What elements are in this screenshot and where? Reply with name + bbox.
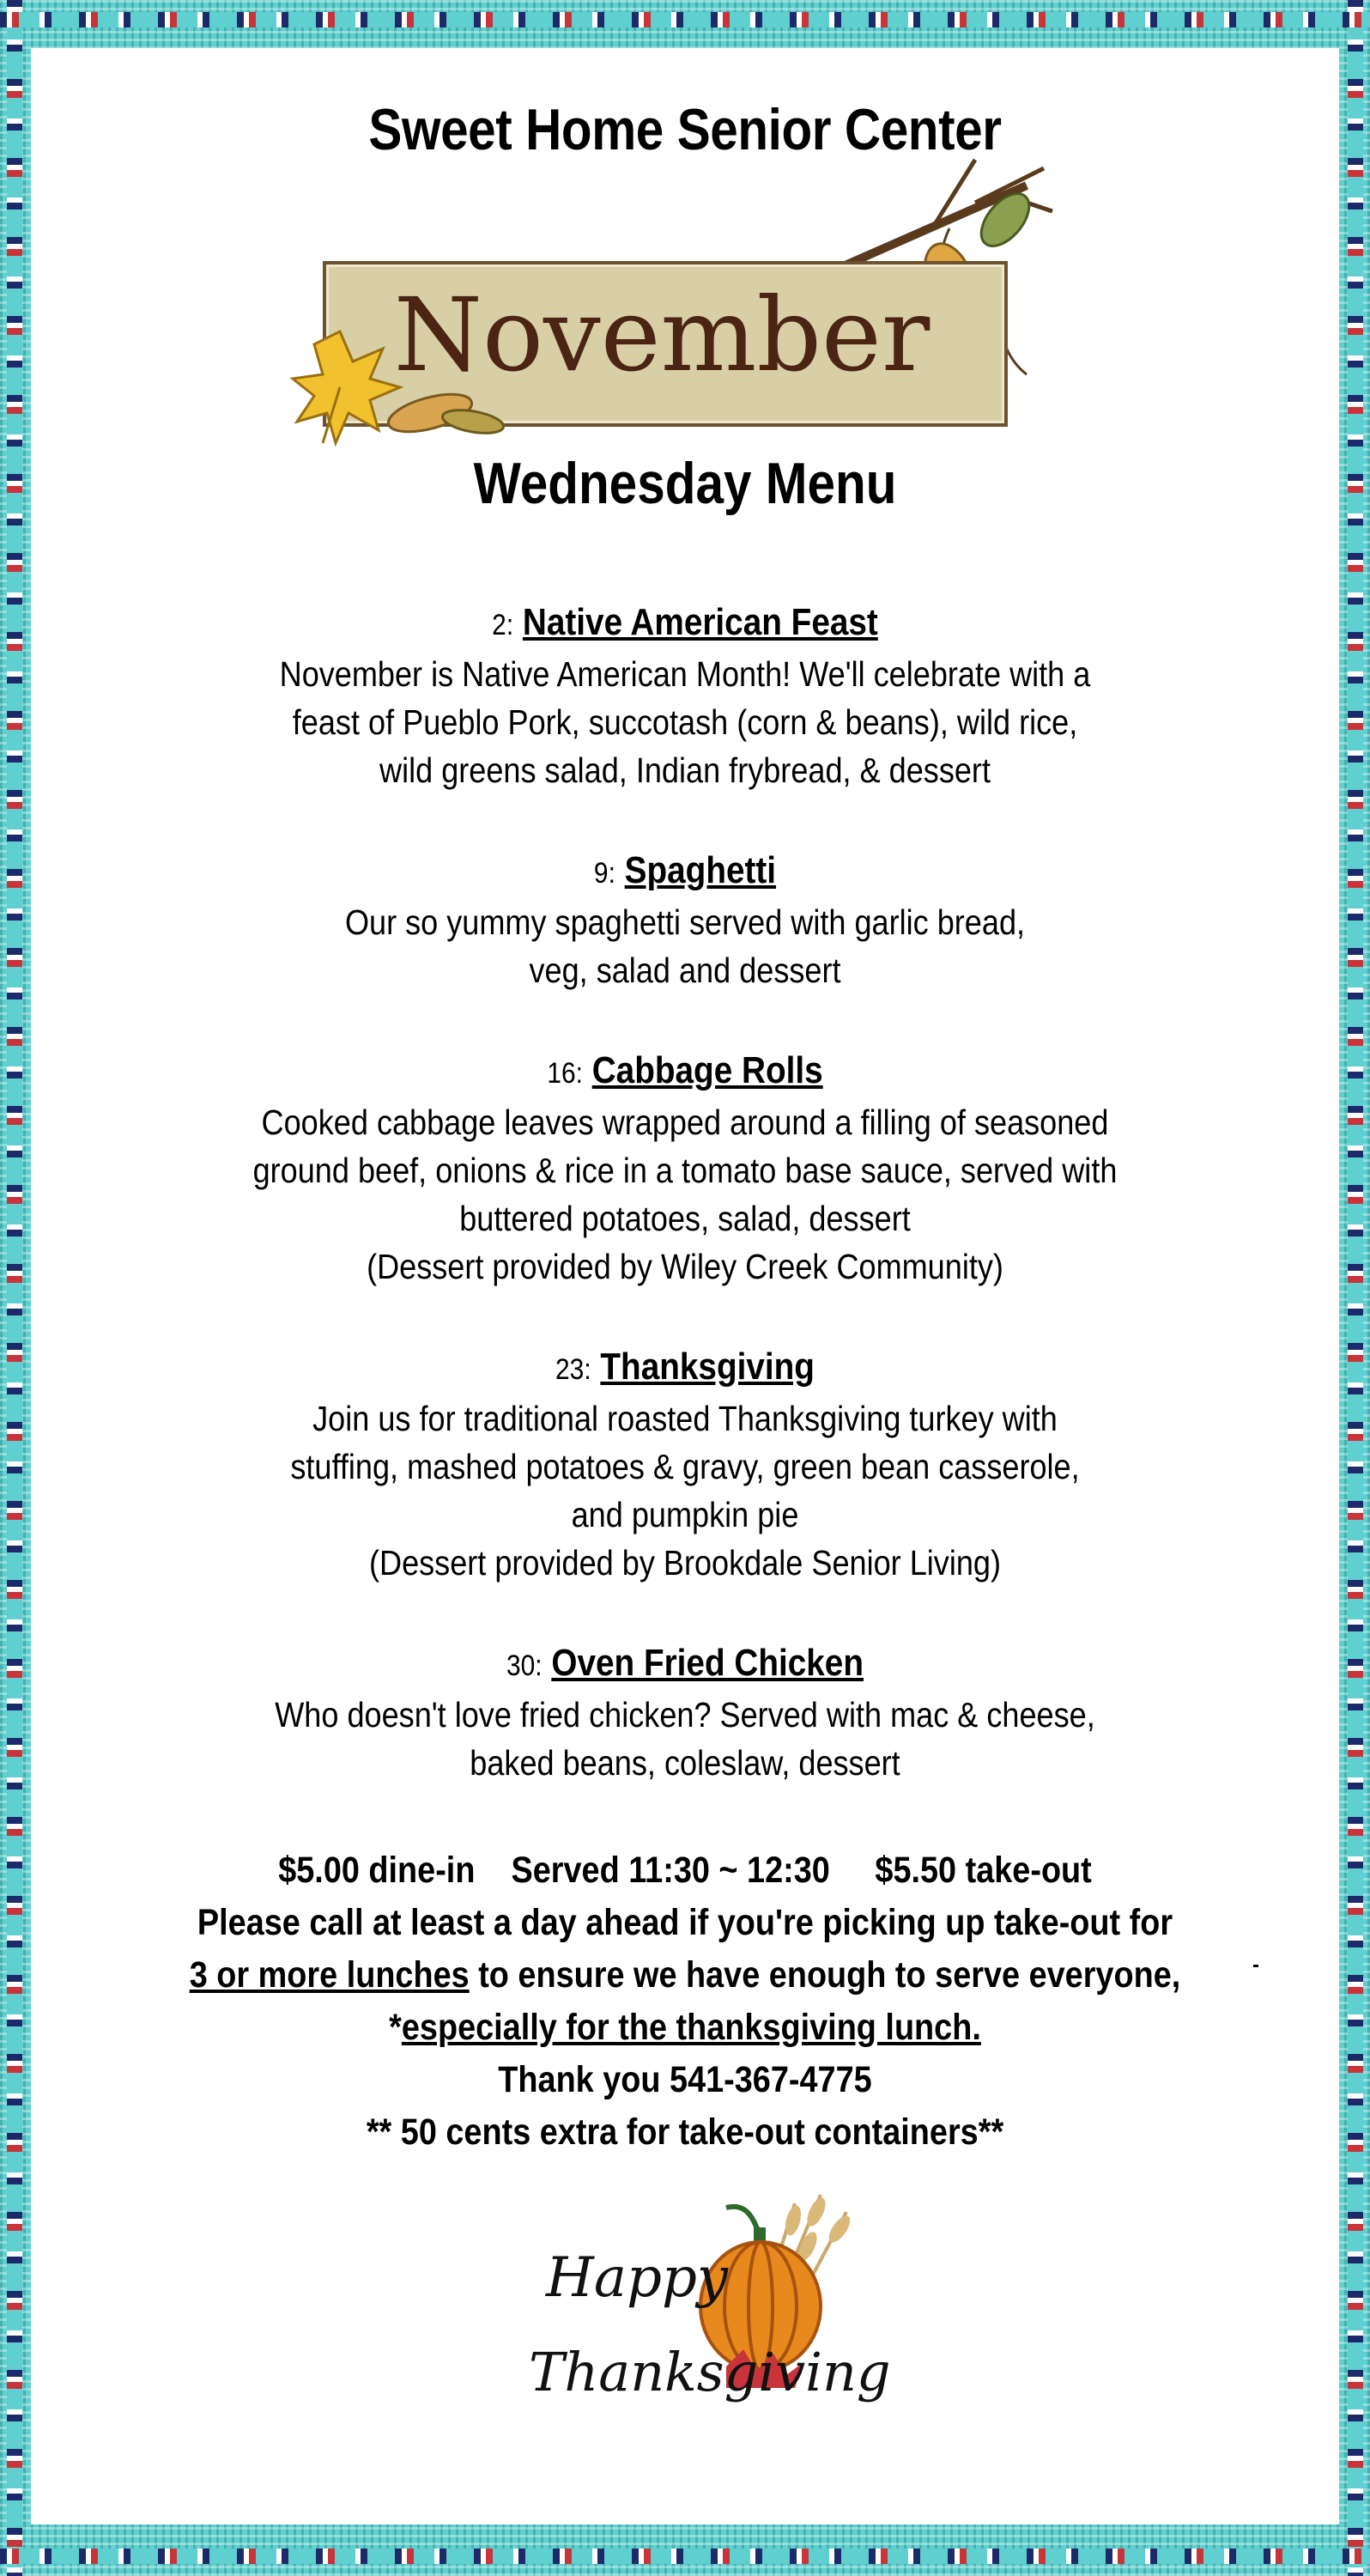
lunches-note: [109, 1949, 1260, 2002]
entry-date: 30:: [506, 1649, 543, 1682]
center-name: Sweet Home Senior Center: [368, 97, 1002, 162]
menu-entry: [31, 1638, 1339, 1787]
entry-date: 2:: [492, 609, 514, 641]
border-bottom: [0, 2549, 1370, 2564]
thank-you-phone: Thank you 541-367-4775: [498, 2059, 872, 2100]
description-line: Who doesn't love fried chicken? Served with mac & cheese,: [275, 1695, 1095, 1735]
description-line: buttered potatoes, salad, dessert: [459, 1199, 911, 1238]
month-banner: [288, 151, 1052, 460]
border-right: [1348, 0, 1363, 2576]
asterisk: *: [389, 2007, 402, 2048]
menu-entry: [31, 1342, 1339, 1587]
description-line: ground beef, onions & rice in a tomato base sauce, served with: [252, 1151, 1118, 1190]
call-ahead-note: Please call at least a day ahead if you're picking up take-out for: [197, 1902, 1173, 1943]
entry-description: [109, 898, 1260, 994]
description-line: baked beans, coleslaw, dessert: [470, 1743, 900, 1783]
menu-entry: [31, 1046, 1339, 1291]
thanksgiving-text: Thanksgiving: [529, 2341, 891, 2403]
border-top: [0, 12, 1370, 27]
menu-subtitle: Wednesday Menu: [473, 451, 897, 516]
description-line: wild greens salad, Indian frybread, & dessert: [379, 750, 991, 790]
thanksgiving-note: [109, 2002, 1260, 2054]
description-line: feast of Pueblo Pork, succotash (corn & beans), wild rice,: [292, 702, 1078, 742]
menu-list: [31, 598, 1339, 1838]
entry-heading: [109, 1046, 1260, 1098]
entry-heading: [109, 598, 1260, 650]
entry-description: [109, 1691, 1260, 1787]
description-line: Join us for traditional roasted Thanksgiving turkey with: [312, 1399, 1058, 1438]
entry-description: [109, 1098, 1260, 1291]
lunches-rest: to ensure we have enough to serve everyone,: [469, 1954, 1181, 1996]
description-line: November is Native American Month! We'll celebrate with a: [279, 654, 1091, 694]
lunches-count: 3 or more lunches: [189, 1954, 470, 1996]
flyer-page: [31, 48, 1339, 2524]
serving-hours: Served 11:30 ~ 12:30: [511, 1850, 830, 1891]
stray-mark: [1253, 1965, 1258, 1967]
description-line: and pumpkin pie: [571, 1495, 799, 1534]
entry-title: Thanksgiving: [600, 1346, 815, 1388]
entry-description: [109, 650, 1260, 794]
entry-title: Cabbage Rolls: [591, 1049, 823, 1091]
entry-description: [109, 1394, 1260, 1587]
autumn-leaf-icon: [288, 323, 512, 452]
description-line: (Dessert provided by Brookdale Senior Living): [368, 1543, 1001, 1583]
description-line: Cooked cabbage leaves wrapped around a filling of seasoned: [261, 1103, 1109, 1142]
description-line: Our so yummy spaghetti served with garlic bread,: [344, 902, 1026, 942]
entry-title: Spaghetti: [624, 849, 777, 891]
description-line: veg, salad and dessert: [529, 951, 841, 990]
especially-text: especially for the thanksgiving lunch.: [401, 2007, 981, 2048]
pricing-info: [109, 1844, 1260, 2159]
happy-text: Happy: [546, 2246, 729, 2310]
entry-date: 9:: [593, 857, 615, 890]
entry-heading: [109, 1342, 1260, 1394]
month-title: November: [393, 276, 931, 394]
happy-thanksgiving-graphic: [529, 2178, 898, 2470]
entry-heading: [109, 846, 1260, 898]
menu-entry: [31, 846, 1339, 994]
entry-title: Native American Feast: [522, 601, 878, 643]
description-line: (Dessert provided by Wiley Creek Community): [367, 1247, 1003, 1286]
take-out-price: $5.50 take-out: [875, 1850, 1092, 1891]
entry-date: 23:: [555, 1353, 591, 1386]
entry-heading: [109, 1638, 1260, 1691]
entry-title: Oven Fried Chicken: [551, 1642, 864, 1684]
border-left: [7, 0, 22, 2576]
price-line: [109, 1844, 1260, 1897]
container-fee: ** 50 cents extra for take-out containers**: [366, 2111, 1004, 2153]
entry-date: 16:: [547, 1057, 583, 1090]
dine-in-price: $5.00 dine-in: [278, 1850, 476, 1891]
menu-entry: [31, 598, 1339, 794]
description-line: stuffing, mashed potatoes & gravy, green bean casserole,: [290, 1447, 1080, 1486]
